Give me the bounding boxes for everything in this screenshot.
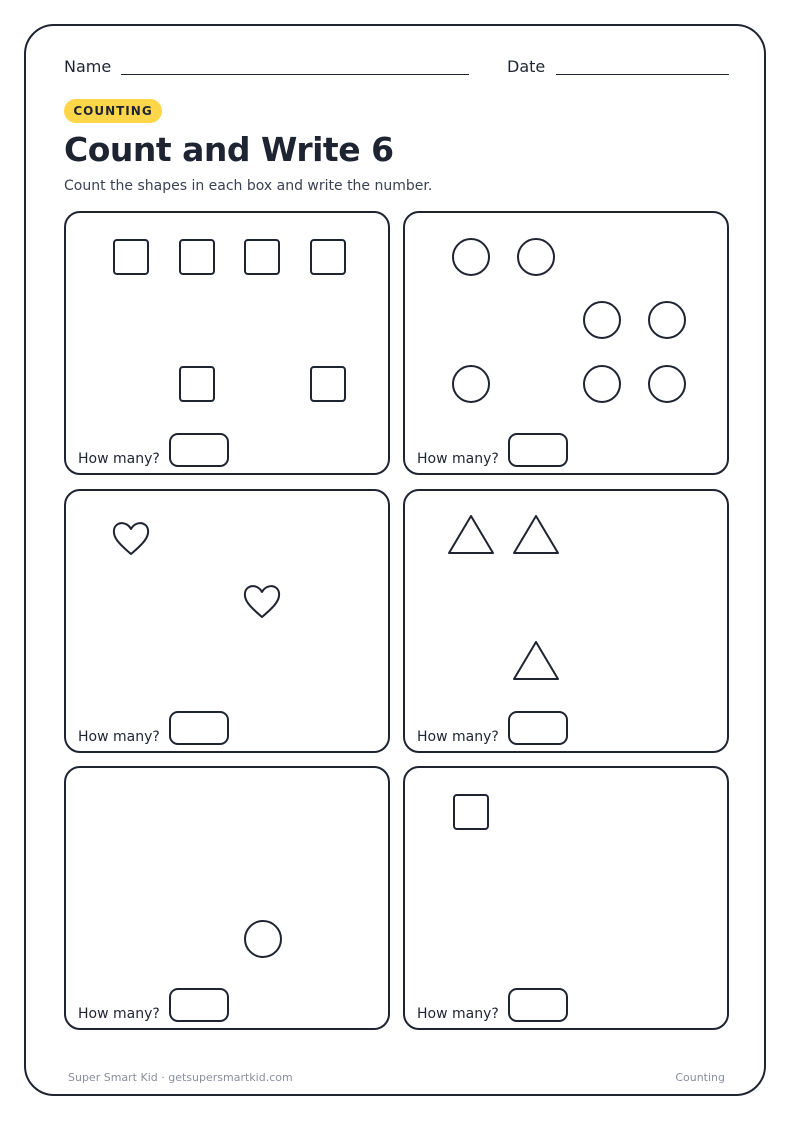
answer-box[interactable]: [169, 711, 229, 745]
count-box-4: [403, 489, 729, 753]
square-shape: [311, 240, 345, 274]
name-label: Name: [64, 57, 112, 76]
instructions: Count the shapes in each box and write the number.: [64, 178, 433, 194]
square-shape: [180, 240, 214, 274]
circle-shape: [649, 366, 685, 402]
how-many-label: How many?: [417, 1006, 499, 1022]
answer-box[interactable]: [508, 433, 568, 467]
how-many-label: How many?: [78, 729, 160, 745]
answer-box[interactable]: [508, 711, 568, 745]
answer-box[interactable]: [508, 988, 568, 1022]
triangle-shape: [514, 516, 558, 553]
square-shape: [180, 367, 214, 401]
date-label: Date: [507, 57, 546, 76]
count-box-2: [403, 211, 729, 475]
shape-area: [66, 491, 392, 755]
date-line[interactable]: [556, 74, 729, 75]
circle-shape: [649, 302, 685, 338]
shape-area: [405, 768, 731, 1032]
how-many-label: How many?: [417, 729, 499, 745]
square-shape: [311, 367, 345, 401]
how-many-label: How many?: [78, 1006, 160, 1022]
circle-shape: [245, 921, 281, 957]
count-box-6: [403, 766, 729, 1030]
circle-shape: [518, 239, 554, 275]
triangle-shape: [449, 516, 493, 553]
shape-area: [66, 768, 392, 1032]
circle-shape: [453, 239, 489, 275]
triangle-shape: [514, 642, 558, 679]
how-many-label: How many?: [417, 451, 499, 467]
topic-tag: COUNTING: [64, 99, 162, 123]
shape-area: [405, 491, 731, 755]
square-shape: [114, 240, 148, 274]
shape-area: [405, 213, 731, 477]
answer-box[interactable]: [169, 433, 229, 467]
square-shape: [454, 795, 488, 829]
square-shape: [245, 240, 279, 274]
heart-shape: [245, 586, 279, 617]
answer-box[interactable]: [169, 988, 229, 1022]
name-line[interactable]: [121, 74, 469, 75]
footer-topic: Counting: [675, 1071, 725, 1084]
heart-shape: [114, 523, 148, 554]
count-box-5: [64, 766, 390, 1030]
count-box-3: [64, 489, 390, 753]
footer-brand: Super Smart Kid · getsupersmartkid.com: [68, 1071, 293, 1084]
circle-shape: [453, 366, 489, 402]
page-title: Count and Write 6: [64, 130, 394, 169]
circle-shape: [584, 302, 620, 338]
circle-shape: [584, 366, 620, 402]
count-box-1: [64, 211, 390, 475]
how-many-label: How many?: [78, 451, 160, 467]
shape-area: [66, 213, 392, 477]
